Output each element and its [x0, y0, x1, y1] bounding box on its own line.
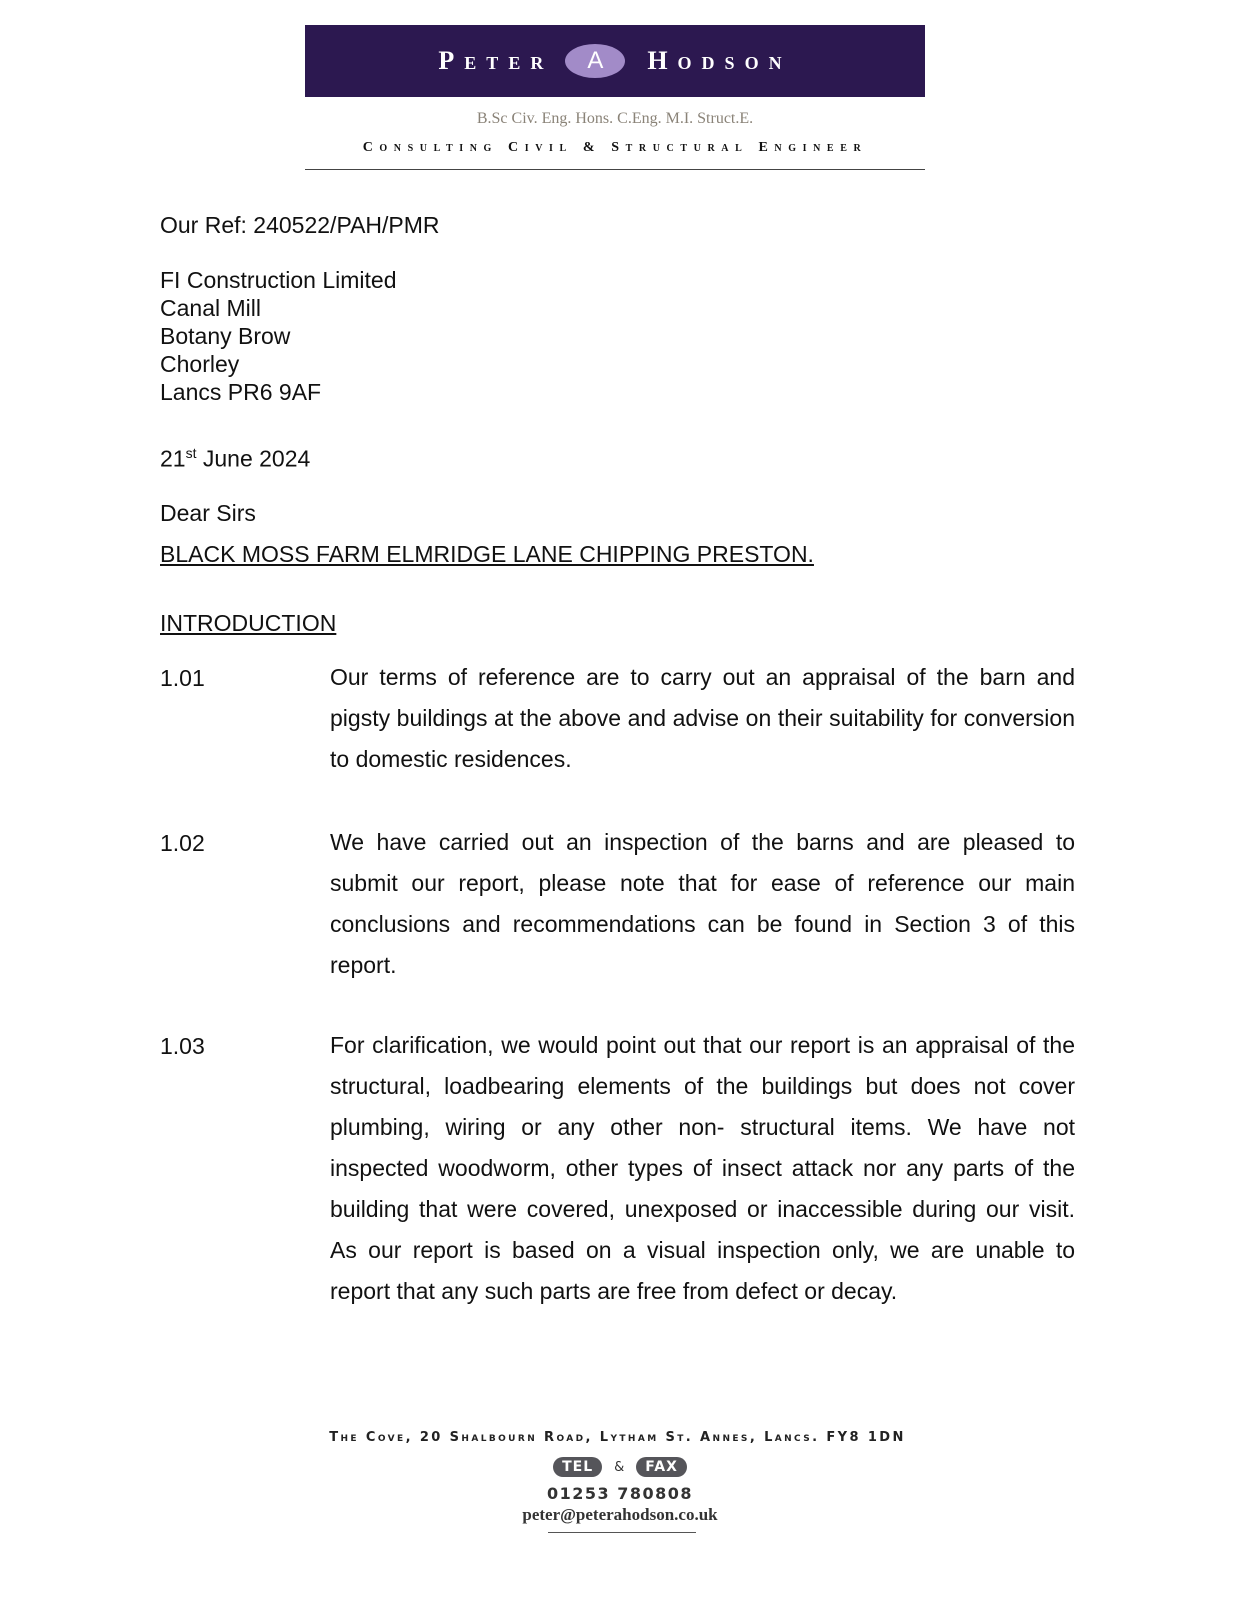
paragraph-text: Our terms of reference are to carry out an appraisal of the barn and pigsty buildings at the above and advise on their suitability for conversion to domestic residences. [330, 664, 1075, 772]
footer-phone: 01253 780808 [546, 1484, 694, 1503]
recipient-line: Chorley [160, 351, 240, 377]
recipient-address [160, 266, 396, 406]
section-heading: INTRODUCTION [160, 610, 337, 636]
footer-tel-fax [545, 1454, 695, 1480]
date-month-year: June 2024 [196, 445, 311, 472]
letterhead-qualifications: B.Sc Civ. Eng. Hons. C.Eng. M.I. Struct.E. [476, 110, 754, 127]
recipient-line: FI Construction Limited [160, 267, 397, 293]
date-day: 21 [160, 445, 186, 472]
ampersand: & [614, 1459, 625, 1475]
letterhead-initial-oval: A [565, 44, 625, 78]
paragraph-number: 1.03 [160, 1033, 205, 1059]
recipient-line: Canal Mill [160, 295, 261, 321]
tel-badge: TEL [553, 1457, 602, 1477]
recipient-line: Botany Brow [160, 323, 291, 349]
recipient-line: Lancs PR6 9AF [160, 379, 322, 405]
letter-subject: BLACK MOSS FARM ELMRIDGE LANE CHIPPING PRESTON. [160, 541, 814, 567]
date-suffix: st [185, 445, 197, 461]
letterhead-surname: Hodson [647, 46, 792, 75]
salutation: Dear Sirs [160, 500, 256, 526]
paragraph-text: For clarification, we would point out that our report is an appraisal of the structural, loadbearing elements of the buildings but does not cover plumbing, wiring or any other non- structural items. We have not inspected woodworm, other types of insect attack nor any parts of the building that were covered, unexposed or inaccessible during our visit. As our report is based on a visual inspection only, we are unable to report that any such parts are free from defect or decay. [330, 1032, 1075, 1304]
letterhead-banner [305, 25, 925, 97]
paragraph-number: 1.01 [160, 665, 205, 691]
letterhead-divider [305, 169, 925, 170]
footer-divider [548, 1532, 696, 1533]
letter-date [160, 445, 310, 473]
footer-email: peter@peterahodson.co.uk [522, 1505, 718, 1524]
footer-address: The Cove, 20 Shalbourn Road, Lytham St. Annes, Lancs. FY8 1DN [329, 1430, 906, 1445]
paragraph-text: We have carried out an inspection of the barns and are pleased to submit our report, please note that for ease of reference our main conclusions and recommendations can be found in Section 3 of this report. [330, 829, 1075, 978]
letterhead-profession: Consulting Civil & Structural Engineer [362, 140, 868, 155]
letter-reference: Our Ref: 240522/PAH/PMR [160, 212, 440, 238]
paragraph-number: 1.02 [160, 830, 205, 856]
fax-badge: FAX [636, 1457, 687, 1477]
letterhead-first-name: Peter [438, 46, 554, 75]
